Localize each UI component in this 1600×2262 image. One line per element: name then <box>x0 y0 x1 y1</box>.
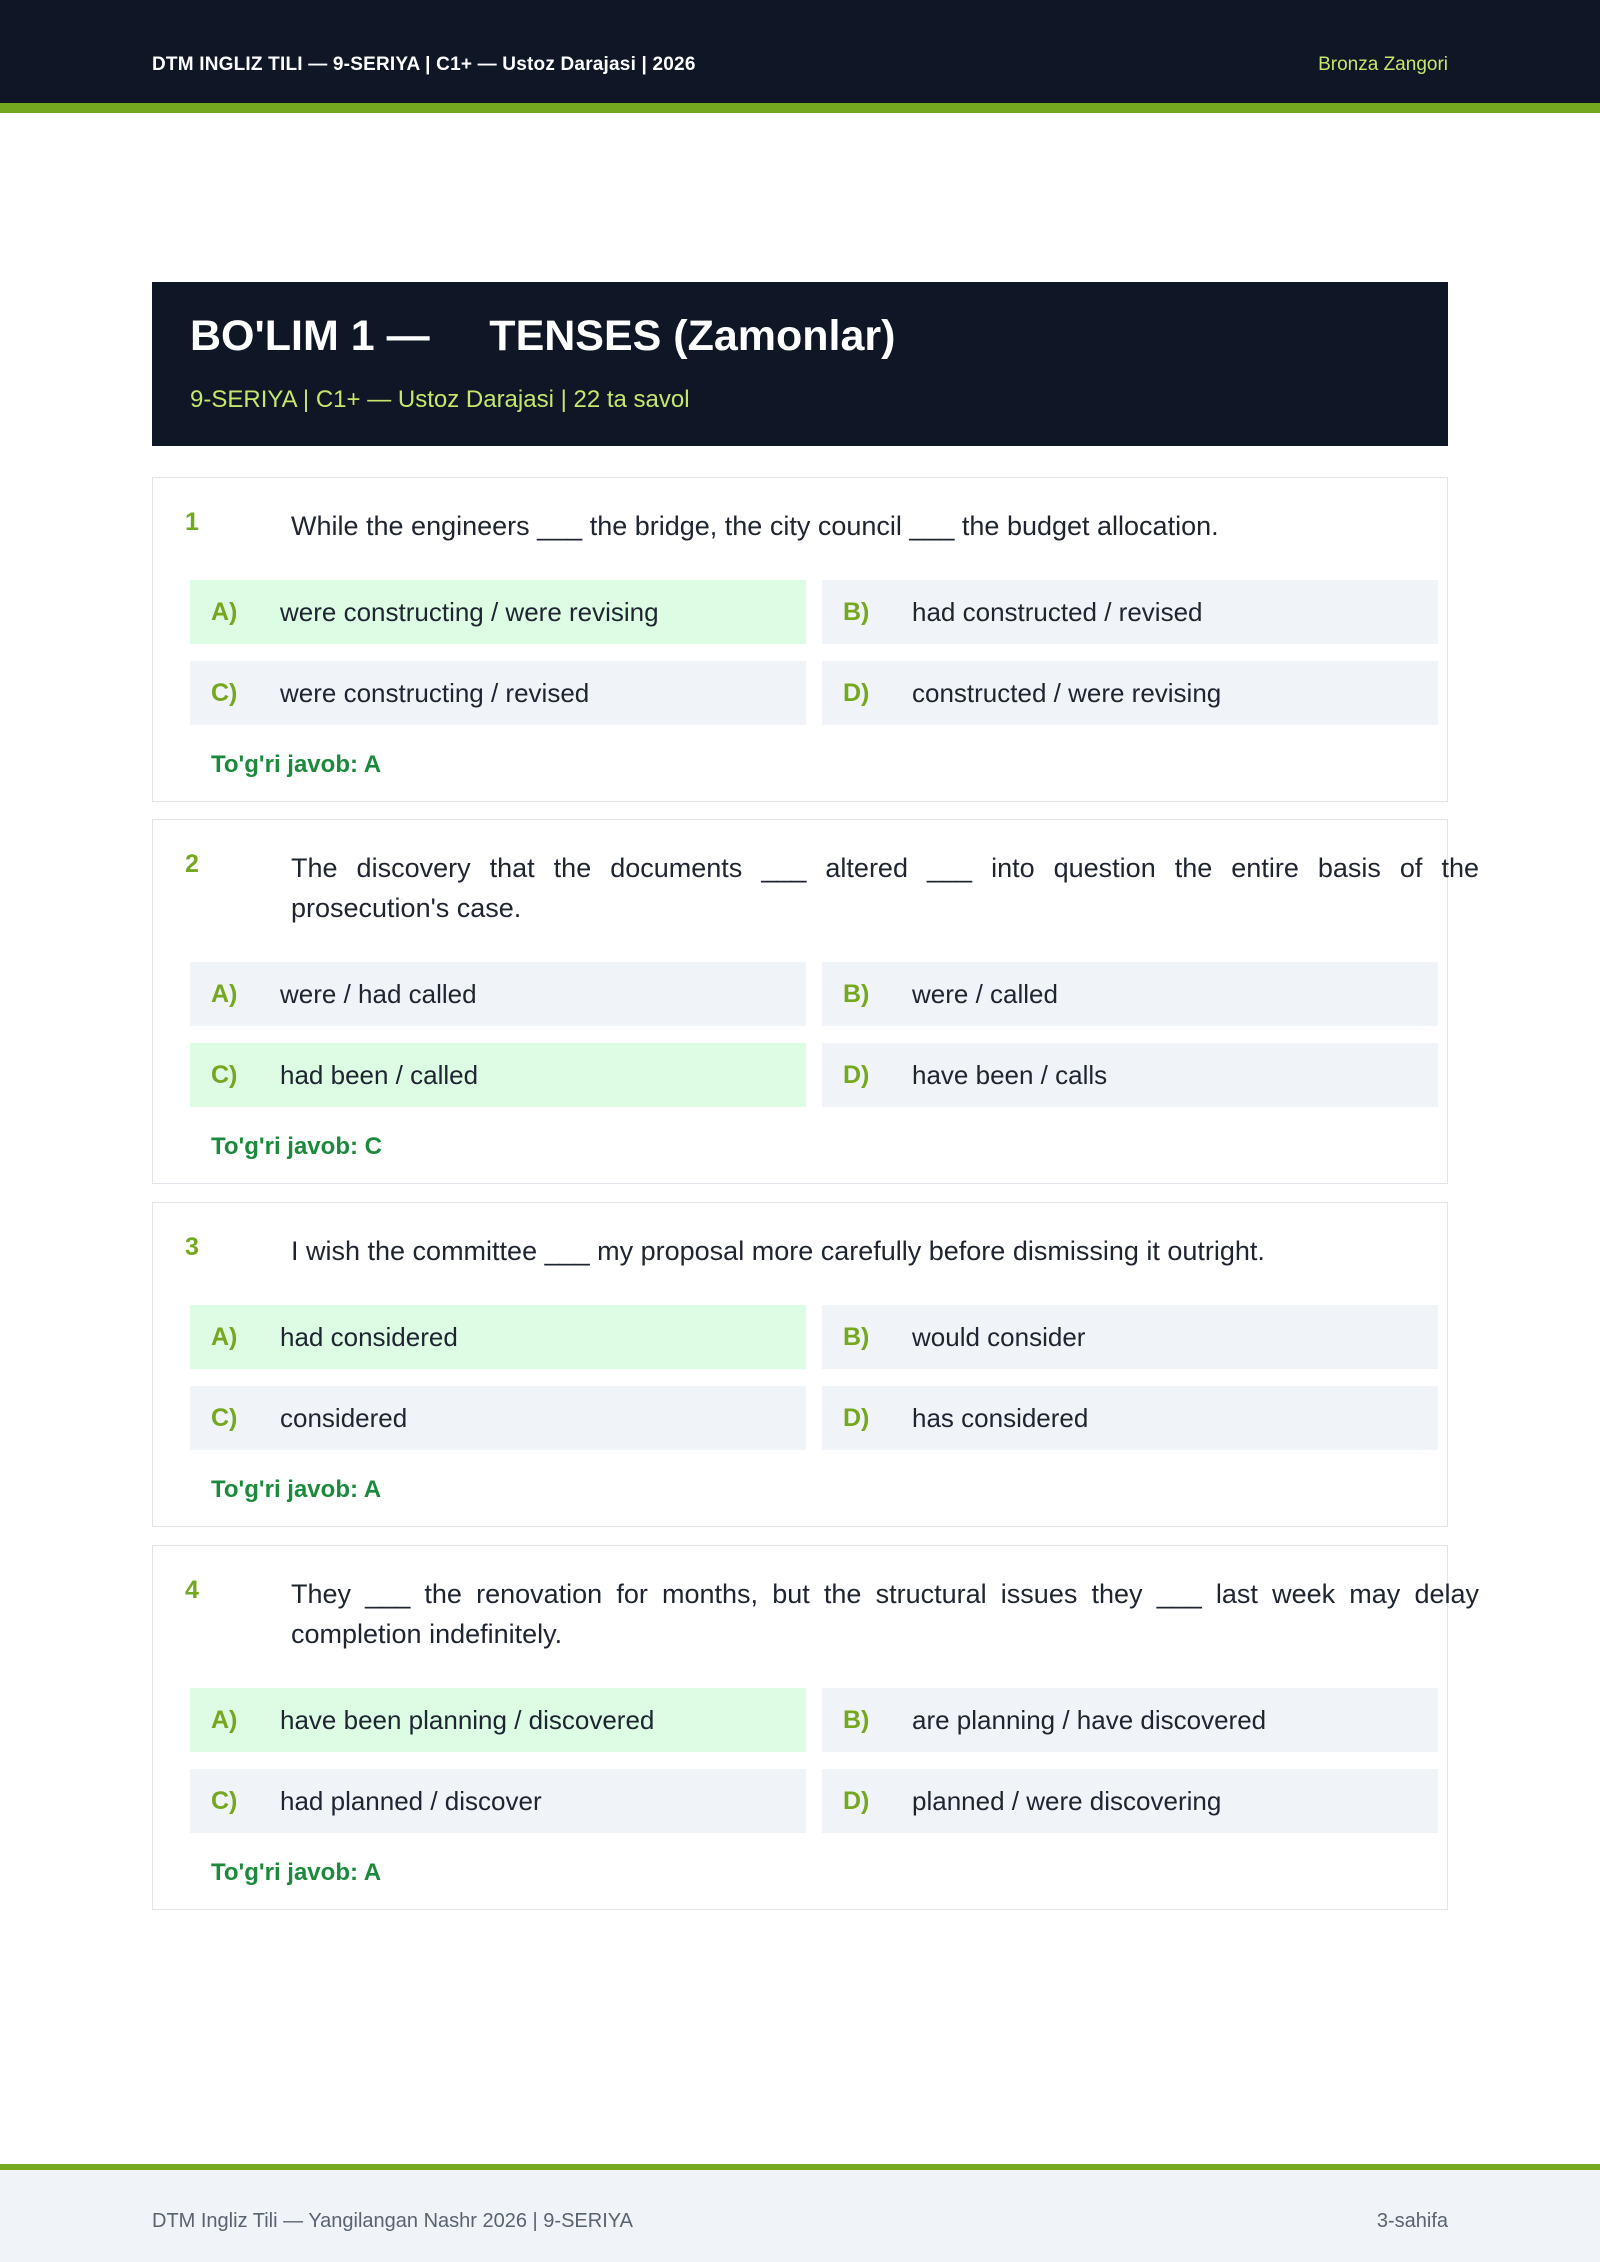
option-letter: C) <box>211 1404 238 1432</box>
option-b[interactable] <box>822 580 1438 644</box>
option-letter: D) <box>843 1787 870 1815</box>
option-text: would consider <box>912 1322 1086 1352</box>
option-d[interactable] <box>822 661 1438 725</box>
option-text: were constructing / revised <box>280 678 590 708</box>
option-a[interactable] <box>190 1305 806 1369</box>
question-text: I wish the committee ___ my proposal more carefully before dismissing it outright. <box>291 1236 1265 1266</box>
option-letter: C) <box>211 1787 238 1815</box>
question-card-4 <box>152 1545 1479 1910</box>
option-letter: D) <box>843 1404 870 1432</box>
option-letter: B) <box>843 598 870 626</box>
option-text: has considered <box>912 1403 1089 1433</box>
option-letter: B) <box>843 1706 870 1734</box>
option-text: were / had called <box>280 979 477 1009</box>
correct-answer: To'g'ri javob: C <box>211 1133 382 1160</box>
footer-edition: DTM Ingliz Tili — Yangilangan Nashr 2026 | 9-SERIYA <box>152 2210 633 2232</box>
question-text: They ___ the renovation for months, but the structural issues they ___ last week may delay completion indefinitely. <box>291 1579 1479 1649</box>
correct-answer: To'g'ri javob: A <box>211 1476 382 1503</box>
correct-answer: To'g'ri javob: A <box>211 1859 382 1886</box>
question-text: The discovery that the documents ___ altered ___ into question the entire basis of the prosecution's case. <box>291 853 1479 923</box>
header-accent-bar <box>0 103 1600 113</box>
option-letter: B) <box>843 980 870 1008</box>
page-number: 3-sahifa <box>1376 2210 1448 2232</box>
option-d[interactable] <box>822 1769 1438 1833</box>
option-letter: B) <box>843 1323 870 1351</box>
correct-answer: To'g'ri javob: A <box>211 751 382 778</box>
option-c[interactable] <box>190 661 806 725</box>
option-c[interactable] <box>190 1386 806 1450</box>
option-text: considered <box>280 1403 408 1433</box>
option-text: constructed / were revising <box>912 678 1222 708</box>
question-number: 2 <box>185 850 199 878</box>
option-a[interactable] <box>190 580 806 644</box>
option-letter: A) <box>211 1706 238 1734</box>
question-card-1 <box>152 477 1448 802</box>
option-text: have been planning / discovered <box>280 1705 655 1735</box>
option-letter: D) <box>843 679 870 707</box>
option-b[interactable] <box>822 962 1438 1026</box>
section-banner <box>152 282 1448 446</box>
option-text: had planned / discover <box>280 1786 542 1816</box>
option-text: were / called <box>912 979 1058 1009</box>
option-d[interactable] <box>822 1386 1438 1450</box>
option-text: planned / were discovering <box>912 1786 1222 1816</box>
question-card-3 <box>152 1202 1448 1527</box>
question-number: 3 <box>185 1233 199 1261</box>
option-text: had constructed / revised <box>912 597 1203 627</box>
option-letter: C) <box>211 679 238 707</box>
header-title: DTM INGLIZ TILI — 9-SERIYA | C1+ — Ustoz Darajasi | 2026 <box>152 54 696 75</box>
option-letter: C) <box>211 1061 238 1089</box>
option-text: were constructing / were revising <box>280 597 659 627</box>
page-footer <box>0 2170 1600 2262</box>
option-c[interactable] <box>190 1769 806 1833</box>
option-a[interactable] <box>190 962 806 1026</box>
option-text: have been / calls <box>912 1060 1108 1090</box>
option-text: are planning / have discovered <box>912 1705 1267 1735</box>
question-card-2 <box>152 819 1479 1184</box>
question-number: 4 <box>185 1576 199 1604</box>
option-b[interactable] <box>822 1688 1438 1752</box>
header-tag: Bronza Zangori <box>1318 54 1448 75</box>
option-a[interactable] <box>190 1688 806 1752</box>
page-header <box>0 0 1600 103</box>
option-letter: A) <box>211 980 238 1008</box>
section-subtitle: 9-SERIYA | C1+ — Ustoz Darajasi | 22 ta savol <box>190 386 690 413</box>
option-c[interactable] <box>190 1043 806 1107</box>
option-letter: A) <box>211 1323 238 1351</box>
question-text: While the engineers ___ the bridge, the city council ___ the budget allocation. <box>291 511 1219 541</box>
section-title: BO'LIM 1 — TENSES (Zamonlar) <box>190 312 896 360</box>
option-text: had considered <box>280 1322 458 1352</box>
question-number: 1 <box>185 508 199 536</box>
option-letter: D) <box>843 1061 870 1089</box>
option-b[interactable] <box>822 1305 1438 1369</box>
option-text: had been / called <box>280 1060 479 1090</box>
option-d[interactable] <box>822 1043 1438 1107</box>
option-letter: A) <box>211 598 238 626</box>
